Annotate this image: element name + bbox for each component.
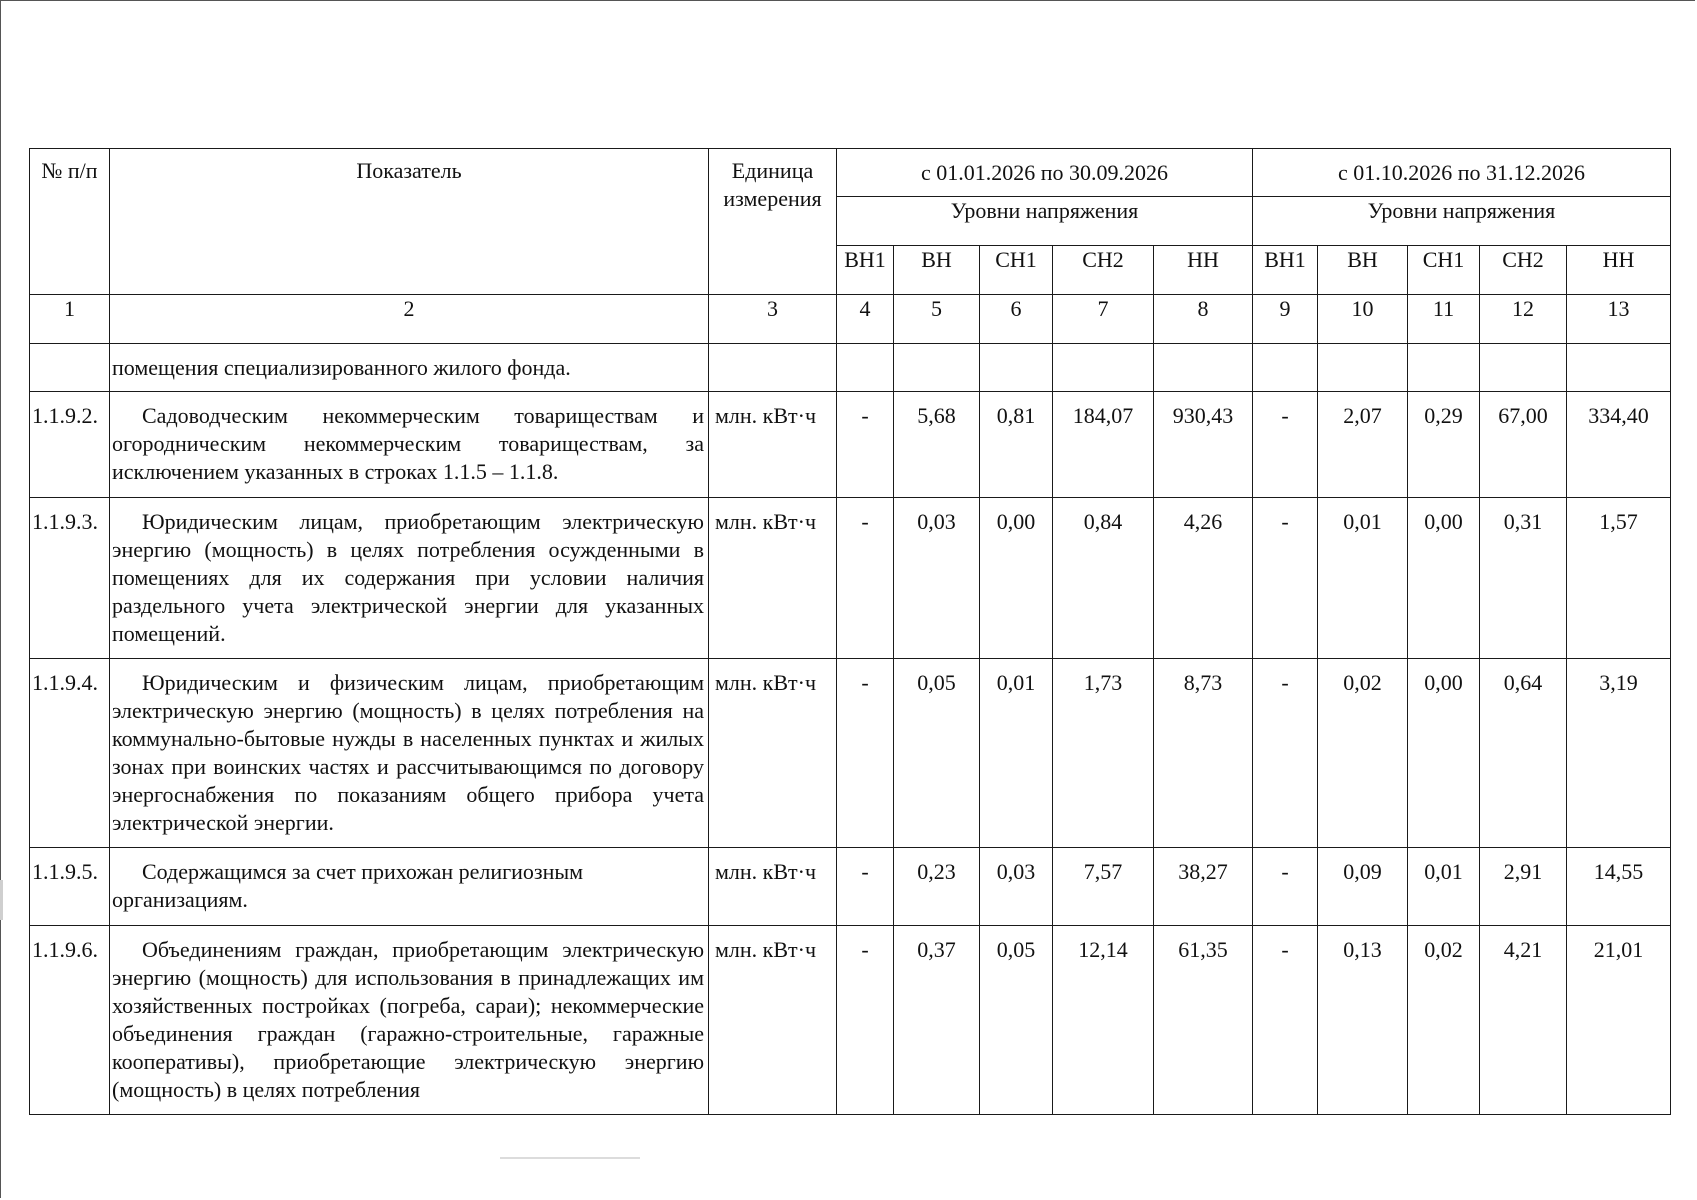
row-value: 0,23 bbox=[894, 848, 980, 926]
row-unit: млн. кВт·ч bbox=[709, 659, 837, 848]
row-description: Содержащимся за счет прихожан религиозным организациям. bbox=[112, 859, 584, 912]
row-value: 0,64 bbox=[1480, 659, 1567, 848]
row-value: 1,73 bbox=[1053, 659, 1154, 848]
row-number: 1.1.9.5. bbox=[30, 848, 110, 926]
row-value: 0,13 bbox=[1318, 926, 1408, 1115]
row-description-cell bbox=[110, 848, 709, 926]
column-number: 3 bbox=[709, 295, 837, 344]
row-value bbox=[894, 344, 980, 392]
header-indicator: Показатель bbox=[110, 149, 709, 295]
level-header: СН1 bbox=[1408, 246, 1480, 295]
row-description-cell bbox=[110, 392, 709, 498]
row-value bbox=[1408, 344, 1480, 392]
row-value bbox=[1567, 344, 1671, 392]
row-value: - bbox=[1253, 848, 1318, 926]
row-value: - bbox=[1253, 498, 1318, 659]
row-description: Юридическим лицам, приобретающим электрическую энергию (мощность) в целях потребления осужденными в помещениях для их содержания при условии наличия раздельного учета электрической энергии для указанных помещений. bbox=[112, 509, 704, 646]
row-value: 0,02 bbox=[1408, 926, 1480, 1115]
row-value: 0,00 bbox=[980, 498, 1053, 659]
column-number: 4 bbox=[837, 295, 894, 344]
row-description: помещения специализированного жилого фонда. bbox=[110, 344, 709, 392]
column-number: 13 bbox=[1567, 295, 1671, 344]
row-value: 0,00 bbox=[1408, 659, 1480, 848]
row-value: 0,29 bbox=[1408, 392, 1480, 498]
row-unit: млн. кВт·ч bbox=[709, 926, 837, 1115]
row-value: 4,21 bbox=[1480, 926, 1567, 1115]
row-value: 0,81 bbox=[980, 392, 1053, 498]
column-number: 5 bbox=[894, 295, 980, 344]
row-value: - bbox=[1253, 659, 1318, 848]
row-value: 12,14 bbox=[1053, 926, 1154, 1115]
row-value: 0,37 bbox=[894, 926, 980, 1115]
row-value bbox=[837, 344, 894, 392]
row-value: 0,05 bbox=[980, 926, 1053, 1115]
row-value bbox=[1053, 344, 1154, 392]
header-voltage-levels-1: Уровни напряжения bbox=[837, 197, 1253, 246]
row-value: 7,57 bbox=[1053, 848, 1154, 926]
row-value: - bbox=[1253, 926, 1318, 1115]
header-number: № п/п bbox=[30, 149, 110, 295]
header-period-2: с 01.10.2026 по 31.12.2026 bbox=[1253, 149, 1671, 197]
row-value: 0,05 bbox=[894, 659, 980, 848]
row-description: Садоводческим некоммерческим товариществам и огородническим некоммерческим товариществам, за исключением указанных в строках 1.1.5 – 1.1.8. bbox=[112, 403, 704, 484]
row-value: 5,68 bbox=[894, 392, 980, 498]
table-row bbox=[30, 344, 1671, 392]
row-description-cell bbox=[110, 498, 709, 659]
row-value: - bbox=[1253, 392, 1318, 498]
table-row bbox=[30, 498, 1671, 659]
level-header: ВН1 bbox=[837, 246, 894, 295]
row-value bbox=[1480, 344, 1567, 392]
level-header: СН2 bbox=[1053, 246, 1154, 295]
row-value: 61,35 bbox=[1154, 926, 1253, 1115]
row-value: 0,03 bbox=[980, 848, 1053, 926]
row-description: Юридическим и физическим лицам, приобретающим электрическую энергию (мощность) в целях потребления на коммунально-бытовые нужды в населенных пунктах и жилых зонах при воинских частях и рассчитывающимся по договору энергоснабжения по показаниям общего прибора учета электрической энергии. bbox=[112, 670, 704, 835]
scan-artifact bbox=[500, 1157, 640, 1159]
row-value: - bbox=[837, 498, 894, 659]
level-header: ВН bbox=[894, 246, 980, 295]
row-value: 334,40 bbox=[1567, 392, 1671, 498]
row-description: Объединениям граждан, приобретающим электрическую энергию (мощность) для использования в принадлежащих им хозяйственных постройках (погреба, сараи); некоммерческие объединения граждан (гаражно-строительные, гаражные кооперативы), приобретающие электрическую энергию (мощность) в целях потребления bbox=[112, 937, 704, 1102]
row-unit: млн. кВт·ч bbox=[709, 392, 837, 498]
row-value: 0,00 bbox=[1408, 498, 1480, 659]
column-number: 9 bbox=[1253, 295, 1318, 344]
table-row bbox=[30, 848, 1671, 926]
row-value: - bbox=[837, 392, 894, 498]
row-number: 1.1.9.2. bbox=[30, 392, 110, 498]
row-value: 0,01 bbox=[1408, 848, 1480, 926]
header-period-1: с 01.01.2026 по 30.09.2026 bbox=[837, 149, 1253, 197]
row-value: 1,57 bbox=[1567, 498, 1671, 659]
column-number: 2 bbox=[110, 295, 709, 344]
row-unit: млн. кВт·ч bbox=[709, 498, 837, 659]
column-number: 11 bbox=[1408, 295, 1480, 344]
scan-edge-mark bbox=[0, 880, 3, 920]
column-number: 12 bbox=[1480, 295, 1567, 344]
row-unit: млн. кВт·ч bbox=[709, 848, 837, 926]
table-row bbox=[30, 659, 1671, 848]
level-header: СН2 bbox=[1480, 246, 1567, 295]
column-number: 10 bbox=[1318, 295, 1408, 344]
row-unit bbox=[709, 344, 837, 392]
row-description-cell bbox=[110, 926, 709, 1115]
row-value: 8,73 bbox=[1154, 659, 1253, 848]
row-value: - bbox=[837, 926, 894, 1115]
level-header: НН bbox=[1567, 246, 1671, 295]
column-number: 6 bbox=[980, 295, 1053, 344]
row-value bbox=[1154, 344, 1253, 392]
row-value: - bbox=[837, 659, 894, 848]
row-value: 184,07 bbox=[1053, 392, 1154, 498]
row-value: 930,43 bbox=[1154, 392, 1253, 498]
row-number: 1.1.9.4. bbox=[30, 659, 110, 848]
tariff-volume-table bbox=[29, 148, 1671, 1115]
column-number: 8 bbox=[1154, 295, 1253, 344]
row-value: 3,19 bbox=[1567, 659, 1671, 848]
level-header: НН bbox=[1154, 246, 1253, 295]
row-value: 2,91 bbox=[1480, 848, 1567, 926]
column-number: 7 bbox=[1053, 295, 1154, 344]
row-value: 21,01 bbox=[1567, 926, 1671, 1115]
row-value bbox=[1253, 344, 1318, 392]
level-header: СН1 bbox=[980, 246, 1053, 295]
row-value: 2,07 bbox=[1318, 392, 1408, 498]
row-value: 67,00 bbox=[1480, 392, 1567, 498]
row-number bbox=[30, 344, 110, 392]
row-value: 0,84 bbox=[1053, 498, 1154, 659]
header-voltage-levels-2: Уровни напряжения bbox=[1253, 197, 1671, 246]
row-value: 0,31 bbox=[1480, 498, 1567, 659]
row-description-cell bbox=[110, 659, 709, 848]
table-row bbox=[30, 926, 1671, 1115]
row-value: 0,01 bbox=[1318, 498, 1408, 659]
row-value: 38,27 bbox=[1154, 848, 1253, 926]
row-value: 0,09 bbox=[1318, 848, 1408, 926]
row-value: 0,01 bbox=[980, 659, 1053, 848]
row-value: 4,26 bbox=[1154, 498, 1253, 659]
column-number-row bbox=[30, 295, 1671, 344]
row-number: 1.1.9.6. bbox=[30, 926, 110, 1115]
table-row bbox=[30, 392, 1671, 498]
row-number: 1.1.9.3. bbox=[30, 498, 110, 659]
row-value: - bbox=[837, 848, 894, 926]
level-header: ВН bbox=[1318, 246, 1408, 295]
row-value: 0,03 bbox=[894, 498, 980, 659]
header-unit: Единица измерения bbox=[709, 149, 837, 295]
row-value: 14,55 bbox=[1567, 848, 1671, 926]
row-value bbox=[1318, 344, 1408, 392]
level-header: ВН1 bbox=[1253, 246, 1318, 295]
column-number: 1 bbox=[30, 295, 110, 344]
row-value: 0,02 bbox=[1318, 659, 1408, 848]
row-value bbox=[980, 344, 1053, 392]
